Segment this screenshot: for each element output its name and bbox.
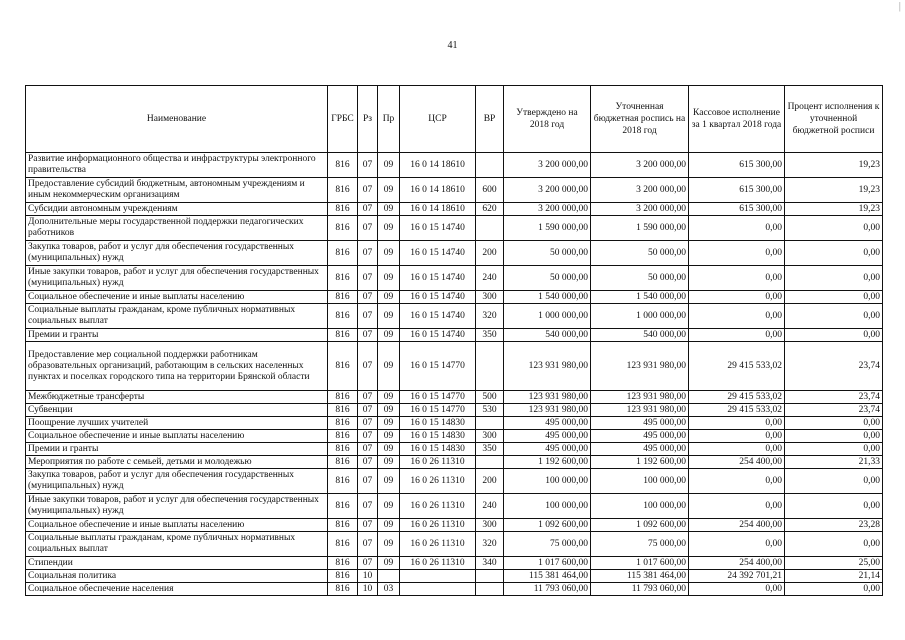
cell-csr: 16 0 26 11310: [400, 532, 476, 557]
cell-name: Межбюджетные трансферты: [26, 391, 328, 404]
cell-csr: 16 0 15 14770: [400, 404, 476, 417]
cell-refined: 50 000,00: [591, 241, 689, 266]
cell-csr: 16 0 26 11310: [400, 456, 476, 469]
cell-name: Социальное обеспечение и иные выплаты населению: [26, 519, 328, 532]
cell-executed: 0,00: [689, 216, 785, 241]
cell-name: Мероприятия по работе с семьей, детьми и молодежью: [26, 456, 328, 469]
cell-vr: [476, 583, 504, 596]
cell-grbs: 816: [328, 443, 358, 456]
cell-grbs: 816: [328, 494, 358, 519]
cell-vr: [476, 153, 504, 178]
table-row: [26, 532, 883, 557]
cell-name: Иные закупки товаров, работ и услуг для обеспечения государственных (муниципальных) нужд: [26, 266, 328, 291]
cell-vr: 300: [476, 430, 504, 443]
table-row: [26, 519, 883, 532]
cell-name: Социальное обеспечение и иные выплаты населению: [26, 291, 328, 304]
cell-grbs: 816: [328, 404, 358, 417]
cell-refined: 123 931 980,00: [591, 342, 689, 391]
cell-refined: 495 000,00: [591, 417, 689, 430]
cell-vr: 320: [476, 304, 504, 329]
cell-csr: 16 0 15 14770: [400, 342, 476, 391]
cell-vr: 300: [476, 291, 504, 304]
cell-csr: 16 0 15 14770: [400, 391, 476, 404]
cell-name: Стипендии: [26, 557, 328, 570]
cell-vr: 240: [476, 266, 504, 291]
cell-executed: 615 300,00: [689, 178, 785, 203]
header-csr: ЦСР: [400, 86, 476, 153]
table-row: [26, 153, 883, 178]
cell-pr: 09: [378, 153, 400, 178]
cell-executed: 0,00: [689, 304, 785, 329]
page-number: 41: [447, 40, 458, 51]
cell-name: Социальная политика: [26, 570, 328, 583]
cell-vr: 350: [476, 443, 504, 456]
cell-rz: 07: [358, 304, 378, 329]
cell-pr: 09: [378, 519, 400, 532]
cell-vr: [476, 417, 504, 430]
cell-approved: 3 200 000,00: [504, 203, 591, 216]
cell-pr: 09: [378, 557, 400, 570]
cell-pr: 09: [378, 203, 400, 216]
cell-pr: 09: [378, 329, 400, 342]
cell-refined: 540 000,00: [591, 329, 689, 342]
cell-grbs: 816: [328, 203, 358, 216]
cell-vr: 320: [476, 532, 504, 557]
cell-grbs: 816: [328, 266, 358, 291]
cell-executed: 24 392 701,21: [689, 570, 785, 583]
table-row: [26, 291, 883, 304]
cell-pr: 09: [378, 469, 400, 494]
cell-executed: 254 400,00: [689, 456, 785, 469]
table-row: [26, 417, 883, 430]
cell-pr: 09: [378, 342, 400, 391]
table-row: [26, 557, 883, 570]
cell-vr: [476, 570, 504, 583]
table-row: [26, 203, 883, 216]
cell-name: Дополнительные меры государственной поддержки педагогических работников: [26, 216, 328, 241]
cell-refined: 3 200 000,00: [591, 203, 689, 216]
cell-rz: 07: [358, 417, 378, 430]
cell-percent: 23,74: [785, 391, 883, 404]
cell-rz: 07: [358, 391, 378, 404]
cell-percent: 0,00: [785, 532, 883, 557]
cell-refined: 3 200 000,00: [591, 178, 689, 203]
cell-rz: 07: [358, 469, 378, 494]
cell-vr: [476, 456, 504, 469]
cell-approved: 1 192 600,00: [504, 456, 591, 469]
cell-csr: [400, 570, 476, 583]
cell-csr: 16 0 15 14740: [400, 266, 476, 291]
header-executed: Кассовое исполнение за 1 квартал 2018 года: [689, 86, 785, 153]
cell-rz: 07: [358, 494, 378, 519]
cell-approved: 3 200 000,00: [504, 153, 591, 178]
cell-approved: 1 017 600,00: [504, 557, 591, 570]
cell-executed: 29 415 533,02: [689, 404, 785, 417]
cell-csr: 16 0 14 18610: [400, 203, 476, 216]
cell-pr: 09: [378, 456, 400, 469]
cell-executed: 0,00: [689, 494, 785, 519]
cell-pr: 09: [378, 216, 400, 241]
cell-percent: 21,33: [785, 456, 883, 469]
cell-name: Развитие информационного общества и инфраструктуры электронного правительства: [26, 153, 328, 178]
cell-refined: 1 192 600,00: [591, 456, 689, 469]
cell-csr: 16 0 14 18610: [400, 153, 476, 178]
cell-pr: 09: [378, 241, 400, 266]
cell-name: Поощрение лучших учителей: [26, 417, 328, 430]
cell-approved: 100 000,00: [504, 494, 591, 519]
cell-rz: 07: [358, 178, 378, 203]
cell-percent: 0,00: [785, 266, 883, 291]
cell-rz: 07: [358, 342, 378, 391]
cell-executed: 29 415 533,02: [689, 391, 785, 404]
cell-vr: 350: [476, 329, 504, 342]
table-row: [26, 266, 883, 291]
cell-grbs: 816: [328, 241, 358, 266]
table-row: [26, 178, 883, 203]
cell-refined: 1 540 000,00: [591, 291, 689, 304]
cell-pr: 09: [378, 178, 400, 203]
cell-approved: 1 590 000,00: [504, 216, 591, 241]
cell-pr: 09: [378, 430, 400, 443]
table-row: [26, 430, 883, 443]
cell-percent: 0,00: [785, 443, 883, 456]
cell-rz: 10: [358, 570, 378, 583]
cell-vr: 300: [476, 519, 504, 532]
cell-csr: 16 0 15 14740: [400, 291, 476, 304]
cell-executed: 0,00: [689, 291, 785, 304]
cell-executed: 0,00: [689, 329, 785, 342]
table-row: [26, 304, 883, 329]
cell-csr: 16 0 26 11310: [400, 519, 476, 532]
cell-executed: 0,00: [689, 241, 785, 266]
cell-grbs: 816: [328, 291, 358, 304]
cell-name: Социальное обеспечение населения: [26, 583, 328, 596]
cell-percent: 0,00: [785, 216, 883, 241]
table-row: [26, 494, 883, 519]
header-pr: Пр: [378, 86, 400, 153]
cell-rz: 07: [358, 329, 378, 342]
cell-csr: 16 0 26 11310: [400, 557, 476, 570]
cell-pr: 09: [378, 404, 400, 417]
cell-refined: 495 000,00: [591, 430, 689, 443]
cell-rz: 07: [358, 216, 378, 241]
cell-rz: 07: [358, 266, 378, 291]
cell-vr: 240: [476, 494, 504, 519]
cell-grbs: 816: [328, 329, 358, 342]
cell-csr: 16 0 15 14740: [400, 216, 476, 241]
cell-vr: 500: [476, 391, 504, 404]
cell-percent: 21,14: [785, 570, 883, 583]
cell-executed: 0,00: [689, 266, 785, 291]
cell-percent: 23,74: [785, 404, 883, 417]
cell-pr: [378, 570, 400, 583]
cell-approved: 1 000 000,00: [504, 304, 591, 329]
cell-csr: 16 0 26 11310: [400, 494, 476, 519]
cell-pr: 09: [378, 494, 400, 519]
cell-approved: 75 000,00: [504, 532, 591, 557]
cell-approved: 495 000,00: [504, 430, 591, 443]
cell-approved: 100 000,00: [504, 469, 591, 494]
cell-grbs: 816: [328, 532, 358, 557]
cell-percent: 0,00: [785, 329, 883, 342]
cell-csr: 16 0 15 14740: [400, 241, 476, 266]
cell-pr: 09: [378, 391, 400, 404]
table-row: [26, 443, 883, 456]
cell-csr: 16 0 15 14830: [400, 417, 476, 430]
cell-approved: 50 000,00: [504, 266, 591, 291]
cell-rz: 07: [358, 430, 378, 443]
cell-grbs: 816: [328, 456, 358, 469]
cell-grbs: 816: [328, 570, 358, 583]
cell-name: Премии и гранты: [26, 443, 328, 456]
cell-refined: 100 000,00: [591, 469, 689, 494]
cell-percent: 23,28: [785, 519, 883, 532]
table-row: [26, 570, 883, 583]
cell-pr: 09: [378, 443, 400, 456]
cell-percent: 19,23: [785, 203, 883, 216]
cell-executed: 0,00: [689, 417, 785, 430]
cell-grbs: 816: [328, 391, 358, 404]
cell-rz: 07: [358, 456, 378, 469]
cell-percent: 0,00: [785, 494, 883, 519]
cell-name: Социальное обеспечение и иные выплаты населению: [26, 430, 328, 443]
cell-grbs: 816: [328, 430, 358, 443]
cell-pr: 09: [378, 291, 400, 304]
cell-rz: 07: [358, 557, 378, 570]
cell-vr: [476, 342, 504, 391]
cell-grbs: 816: [328, 178, 358, 203]
cell-percent: 0,00: [785, 469, 883, 494]
cell-executed: 29 415 533,02: [689, 342, 785, 391]
table-row: [26, 583, 883, 596]
cell-grbs: 816: [328, 304, 358, 329]
cell-approved: 3 200 000,00: [504, 178, 591, 203]
cell-vr: 620: [476, 203, 504, 216]
cell-rz: 07: [358, 443, 378, 456]
cell-csr: 16 0 14 18610: [400, 178, 476, 203]
cell-name: Субвенции: [26, 404, 328, 417]
table-row: [26, 456, 883, 469]
cell-executed: 615 300,00: [689, 153, 785, 178]
cell-rz: 07: [358, 519, 378, 532]
cell-refined: 11 793 060,00: [591, 583, 689, 596]
cell-percent: 0,00: [785, 430, 883, 443]
cell-percent: 0,00: [785, 417, 883, 430]
table-row: [26, 241, 883, 266]
cell-pr: 09: [378, 532, 400, 557]
cell-name: Премии и гранты: [26, 329, 328, 342]
cell-executed: 0,00: [689, 532, 785, 557]
cell-approved: 495 000,00: [504, 443, 591, 456]
cell-executed: 0,00: [689, 469, 785, 494]
cell-rz: 07: [358, 404, 378, 417]
cell-name: Закупка товаров, работ и услуг для обеспечения государственных (муниципальных) нужд: [26, 241, 328, 266]
table-row: [26, 404, 883, 417]
cell-percent: 0,00: [785, 583, 883, 596]
cell-csr: [400, 583, 476, 596]
header-approved: Утверждено на 2018 год: [504, 86, 591, 153]
cell-approved: 1 092 600,00: [504, 519, 591, 532]
cell-refined: 100 000,00: [591, 494, 689, 519]
cell-csr: 16 0 26 11310: [400, 469, 476, 494]
cell-name: Субсидии автономным учреждениям: [26, 203, 328, 216]
cell-approved: 1 540 000,00: [504, 291, 591, 304]
cell-pr: 09: [378, 304, 400, 329]
header-rz: Рз: [358, 86, 378, 153]
cell-percent: 19,23: [785, 153, 883, 178]
cell-percent: 0,00: [785, 304, 883, 329]
cell-executed: 0,00: [689, 583, 785, 596]
cell-grbs: 816: [328, 583, 358, 596]
table-row: [26, 391, 883, 404]
cell-vr: 530: [476, 404, 504, 417]
cell-grbs: 816: [328, 519, 358, 532]
header-percent: Процент исполнения к уточненной бюджетной росписи: [785, 86, 883, 153]
table-header-row: [26, 86, 883, 153]
cell-approved: 11 793 060,00: [504, 583, 591, 596]
cell-name: Социальные выплаты гражданам, кроме публичных нормативных социальных выплат: [26, 304, 328, 329]
table-row: [26, 342, 883, 391]
cell-name: Закупка товаров, работ и услуг для обеспечения государственных (муниципальных) нужд: [26, 469, 328, 494]
cell-rz: 10: [358, 583, 378, 596]
cell-executed: 0,00: [689, 443, 785, 456]
header-grbs: ГРБС: [328, 86, 358, 153]
cell-grbs: 816: [328, 342, 358, 391]
cell-refined: 3 200 000,00: [591, 153, 689, 178]
cell-pr: 03: [378, 583, 400, 596]
table-row: [26, 329, 883, 342]
cell-grbs: 816: [328, 469, 358, 494]
cell-pr: 09: [378, 417, 400, 430]
cell-rz: 07: [358, 241, 378, 266]
cell-percent: 0,00: [785, 291, 883, 304]
cell-vr: 600: [476, 178, 504, 203]
cell-approved: 123 931 980,00: [504, 391, 591, 404]
cell-grbs: 816: [328, 153, 358, 178]
table-row: [26, 216, 883, 241]
cell-refined: 123 931 980,00: [591, 391, 689, 404]
cell-approved: 123 931 980,00: [504, 342, 591, 391]
cell-name: Социальные выплаты гражданам, кроме публичных нормативных социальных выплат: [26, 532, 328, 557]
cell-vr: [476, 216, 504, 241]
cell-refined: 1 000 000,00: [591, 304, 689, 329]
corner-mark: |: [898, 0, 901, 12]
cell-pr: 09: [378, 266, 400, 291]
cell-executed: 0,00: [689, 430, 785, 443]
cell-percent: 23,74: [785, 342, 883, 391]
table-row: [26, 469, 883, 494]
cell-percent: 19,23: [785, 178, 883, 203]
cell-name: Предоставление мер социальной поддержки работникам образовательных организаций, работающим в сельских населенных пунктах и поселках городского типа на территории Брянской области: [26, 342, 328, 391]
cell-approved: 495 000,00: [504, 417, 591, 430]
cell-executed: 254 400,00: [689, 519, 785, 532]
cell-rz: 07: [358, 291, 378, 304]
cell-refined: 1 590 000,00: [591, 216, 689, 241]
cell-refined: 1 092 600,00: [591, 519, 689, 532]
cell-executed: 615 300,00: [689, 203, 785, 216]
cell-refined: 1 017 600,00: [591, 557, 689, 570]
header-name: Наименование: [26, 86, 328, 153]
cell-csr: 16 0 15 14830: [400, 443, 476, 456]
cell-percent: 25,00: [785, 557, 883, 570]
cell-approved: 115 381 464,00: [504, 570, 591, 583]
cell-refined: 115 381 464,00: [591, 570, 689, 583]
cell-rz: 07: [358, 532, 378, 557]
cell-refined: 50 000,00: [591, 266, 689, 291]
cell-approved: 50 000,00: [504, 241, 591, 266]
cell-vr: 340: [476, 557, 504, 570]
cell-percent: 0,00: [785, 241, 883, 266]
header-vr: ВР: [476, 86, 504, 153]
cell-grbs: 816: [328, 417, 358, 430]
cell-rz: 07: [358, 203, 378, 216]
cell-name: Предоставление субсидий бюджетным, автономным учреждениям и иным некоммерческим организациям: [26, 178, 328, 203]
cell-vr: 200: [476, 469, 504, 494]
cell-csr: 16 0 15 14740: [400, 329, 476, 342]
header-refined: Уточненная бюджетная роспись на 2018 год: [591, 86, 689, 153]
cell-grbs: 816: [328, 216, 358, 241]
cell-refined: 75 000,00: [591, 532, 689, 557]
cell-csr: 16 0 15 14830: [400, 430, 476, 443]
cell-rz: 07: [358, 153, 378, 178]
cell-grbs: 816: [328, 557, 358, 570]
cell-approved: 123 931 980,00: [504, 404, 591, 417]
cell-approved: 540 000,00: [504, 329, 591, 342]
cell-name: Иные закупки товаров, работ и услуг для обеспечения государственных (муниципальных) нужд: [26, 494, 328, 519]
cell-refined: 495 000,00: [591, 443, 689, 456]
cell-refined: 123 931 980,00: [591, 404, 689, 417]
budget-table: [25, 85, 883, 596]
cell-csr: 16 0 15 14740: [400, 304, 476, 329]
cell-vr: 200: [476, 241, 504, 266]
cell-executed: 254 400,00: [689, 557, 785, 570]
